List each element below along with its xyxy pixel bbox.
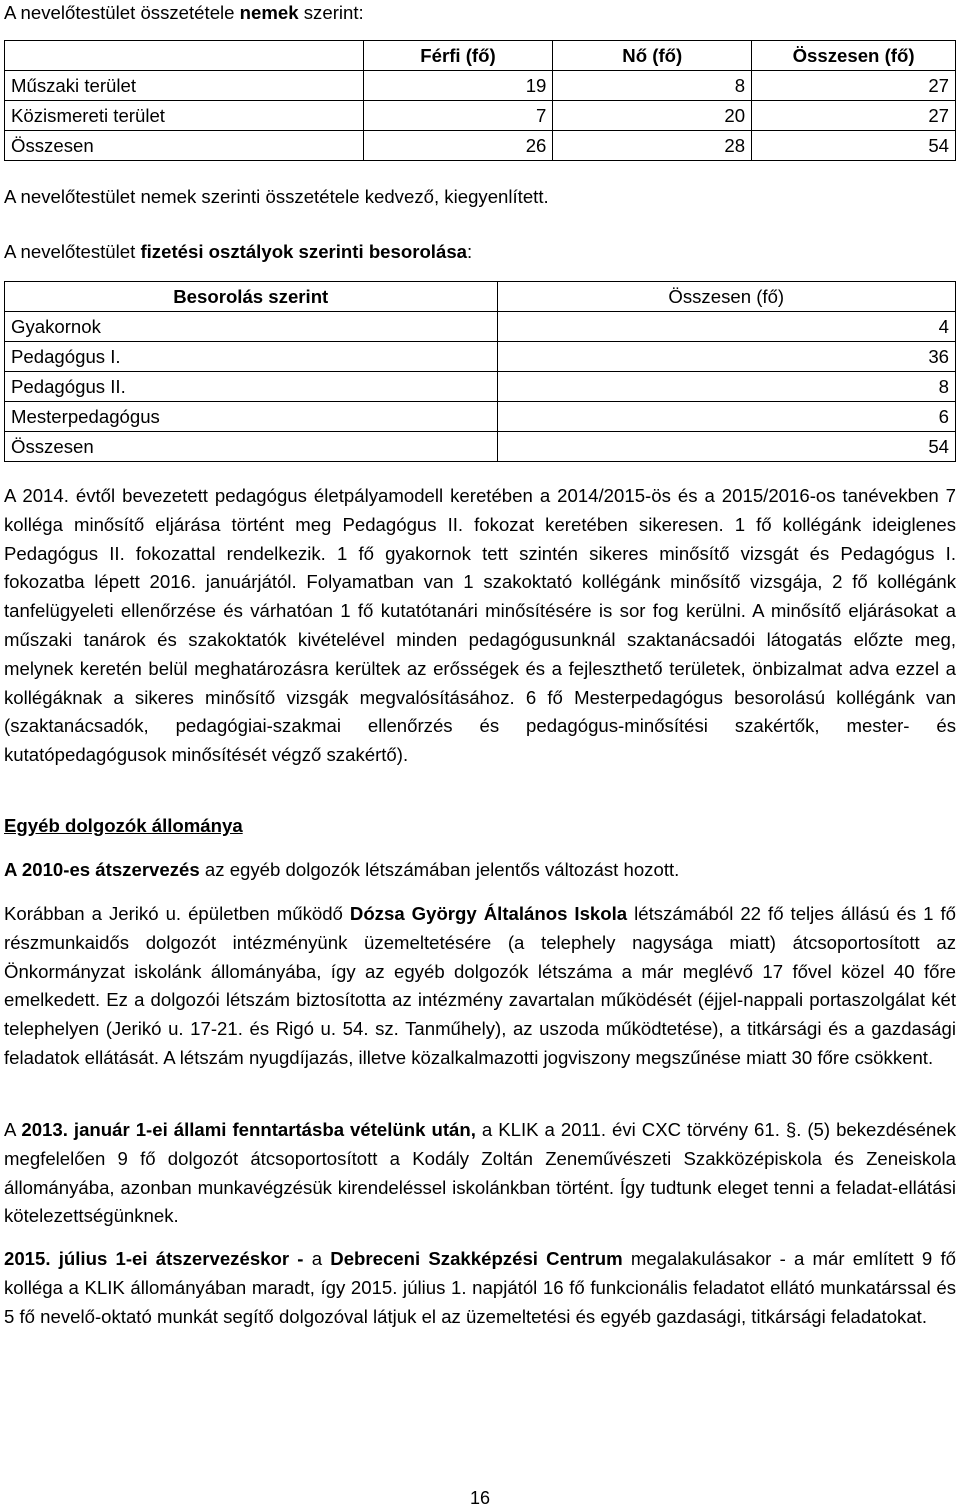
row-label: Gyakornok xyxy=(5,312,498,342)
gender-table xyxy=(4,40,956,161)
cell-value: 8 xyxy=(553,71,752,101)
table-row xyxy=(5,402,956,432)
intro-gender-text: A nevelőtestület összetétele nemek szerint: xyxy=(4,2,364,23)
cell-value: 28 xyxy=(553,131,752,161)
row-label: Összesen xyxy=(5,131,364,161)
paragraph-part: létszámából 22 fő teljes állású és 1 fő részmunkaidős dolgozót intézményünk üzemeltetésére (a telephely nagysága miatt) átcsoportosított az Önkormányzat iskolánk állományába, így az egyéb dolgozók létszáma a már meglévő 17 fővel közel 40 főre emelkedett. Ez a dolgozói létszám biztosította az intézmény zavartalan működését (éjjel-nappali portaszolgálat két telephelyen (Jerikó u. 17-21. és Rigó u. 54. sz. Tanműhely), az uszoda működtetése), a titkársági és a gazdasági feladatok ellátását. A létszám nyugdíjazás, illetve közalkalmazotti jogviszony megszűnése miatt 30 főre csökkent. xyxy=(4,903,956,1068)
table-row xyxy=(5,71,956,101)
salary-header-cell: Besorolás szerint xyxy=(5,282,498,312)
row-label: Műszaki terület xyxy=(5,71,364,101)
row-label: Pedagógus I. xyxy=(5,342,498,372)
table-row-total xyxy=(5,131,956,161)
table-row xyxy=(5,372,956,402)
paragraph-text: A 2014. évtől bevezetett pedagógus életpályamodell keretében a 2014/2015-ös és a 2015/2016-os tanévekben 7 kolléga minősítő eljárása történt meg Pedagógus II. fokozat keretében sikeresen. 1 fő kollégánk ideiglenes Pedagógus II. fokozattal rendelkezik. 1 fő gyakornok tett szintén sikeres minősítő vizsgát és Pedagógus I. fokozatba lépett 2016. januárjától. Folyamatban van 1 szakoktató kollégánk minősítő vizsgája, 2 fő kollégánk tanfelügyeleti ellenőrzése és várhatóan 1 fő kutatótanári minősítésére is sor fog kerülni. A minősítő eljárásokat a műszaki tanárok és szakoktatók kivételével minden pedagógusunknál szaktanácsadói látogatás előzte meg, melynek keretén belül meghatározásra kerültek az erősségek és a fejleszthető területek, önbizalmat adva ezzel a kollégáknak a sikeres minősítő vizsgák megvalósításához. 6 fő Mesterpedagógus besorolású kollégánk van (szaktanácsadók, pedagógiai-szakmai ellenőrzés és pedagógus-minősítési szakértők, mester- és kutatópedagógusok minősítését végző szakértő). xyxy=(4,485,956,766)
paragraph-text xyxy=(4,900,956,1073)
cell-value: 54 xyxy=(497,432,956,462)
page-number: 16 xyxy=(469,1488,491,1508)
paragraph-text xyxy=(4,1245,956,1331)
intro-salary-part: A nevelőtestület xyxy=(4,241,141,262)
row-label: Pedagógus II. xyxy=(5,372,498,402)
gender-header-cell: Férfi (fő) xyxy=(363,41,553,71)
cell-value: 54 xyxy=(752,131,956,161)
cell-value: 7 xyxy=(363,101,553,131)
table-row xyxy=(5,312,956,342)
table-row-total xyxy=(5,432,956,462)
paragraph-part: Korábban a Jerikó u. épületben működő xyxy=(4,903,350,924)
paragraph-2015 xyxy=(4,1245,956,1331)
paragraph-bold: Dózsa György Általános Iskola xyxy=(349,903,628,924)
paragraph-part: megalakulásakor - a már említett 9 fő kolléga a KLIK állományában maradt, így 2015. július 1. napjától 16 fő funkcionális feladatot ellátó munkatárssal és 5 fő nevelő-oktató munkát segítő dolgozóval látjuk el az üzemeltetési és egyéb gazdasági, titkársági feladatokat. xyxy=(4,1248,956,1327)
row-label: Mesterpedagógus xyxy=(5,402,498,432)
cell-value: 19 xyxy=(363,71,553,101)
cell-value: 4 xyxy=(497,312,956,342)
cell-value: 6 xyxy=(497,402,956,432)
salary-table-header xyxy=(5,282,956,312)
gender-note: A nevelőtestület nemek szerinti összetétele kedvező, kiegyenlített. xyxy=(4,186,549,207)
paragraph-part: a KLIK a 2011. évi CXC törvény 61. §. (5) bekezdésének megfelelően 9 fő dolgozót átcsoportosított a Kodály Zoltán Zeneművészeti Szakközépiskola és Zeneiskola állományába, azonban munkavégzésük kirendeléssel iskolánkban történt. Így tudtunk eleget tenni a feladat-ellátási kötelezettségünknek. xyxy=(4,1119,956,1227)
paragraph-part: a xyxy=(303,1248,331,1269)
intro-salary-part: : xyxy=(467,241,473,262)
paragraph-part: A xyxy=(4,1119,22,1140)
gender-header-cell: Nő (fő) xyxy=(553,41,752,71)
paragraph-bold: 2013. január 1-ei állami fenntartásba vételünk után, xyxy=(21,1119,476,1140)
cell-value: 27 xyxy=(752,71,956,101)
intro-salary xyxy=(4,241,472,263)
intro-salary-bold: fizetési osztályok szerinti besorolása xyxy=(140,241,467,262)
paragraph-2010 xyxy=(4,859,679,881)
row-label: Közismereti terület xyxy=(5,101,364,131)
gender-header-cell: Összesen (fő) xyxy=(752,41,956,71)
paragraph-career-model xyxy=(4,482,956,770)
gender-header-cell xyxy=(5,41,364,71)
table-row xyxy=(5,342,956,372)
paragraph-bold: Debreceni Szakképzési Centrum xyxy=(330,1248,623,1269)
paragraph-text: az egyéb dolgozók létszámában jelentős változást hozott. xyxy=(199,859,680,880)
paragraph-jeriko xyxy=(4,900,956,1073)
salary-header-cell: Összesen (fő) xyxy=(497,282,956,312)
cell-value: 8 xyxy=(497,372,956,402)
heading-other-staff: Egyéb dolgozók állománya xyxy=(4,815,243,836)
table-row xyxy=(5,101,956,131)
gender-table-header xyxy=(5,41,956,71)
cell-value: 27 xyxy=(752,101,956,131)
salary-table xyxy=(4,281,956,462)
intro-gender-bold: nemek xyxy=(239,2,299,23)
cell-value: 26 xyxy=(363,131,553,161)
paragraph-2013 xyxy=(4,1116,956,1231)
row-label: Összesen xyxy=(5,432,498,462)
cell-value: 20 xyxy=(553,101,752,131)
paragraph-bold: A 2010-es átszervezés xyxy=(4,859,200,880)
cell-value: 36 xyxy=(497,342,956,372)
intro-gender xyxy=(4,2,364,24)
paragraph-bold: 2015. július 1-ei átszervezéskor - xyxy=(4,1248,304,1269)
paragraph-text xyxy=(4,1116,956,1231)
